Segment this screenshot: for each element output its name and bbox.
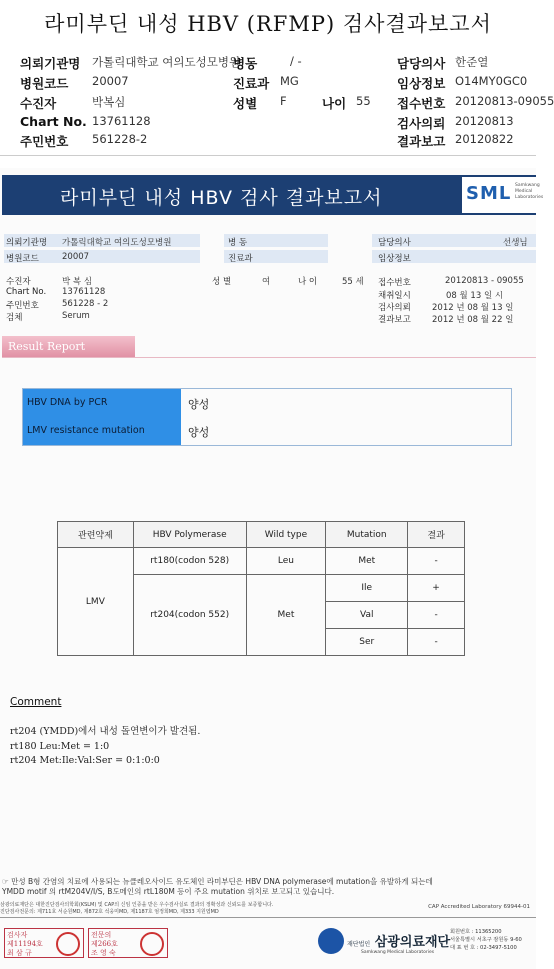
result-cell: + — [408, 575, 465, 602]
site-cell: rt204(codon 552) — [133, 575, 246, 656]
sex-label: 성별 — [233, 96, 258, 111]
header-mutation: Mutation — [326, 522, 408, 548]
report-value: 20120822 — [455, 132, 514, 146]
stamp-number: 제266호 — [91, 940, 118, 948]
result-cell: - — [408, 629, 465, 656]
info-sex-label: 성 별 — [212, 277, 232, 287]
info-specimen-value: Serum — [62, 311, 90, 321]
dept-value: MG — [280, 74, 299, 88]
info-clinical-label: 임상정보 — [378, 254, 411, 264]
hospital-code-value: 20007 — [92, 74, 129, 88]
info-patient-label: 수진자 — [6, 277, 31, 287]
clinical-value: O14MY0GC0 — [455, 74, 528, 88]
stamp-number: 제11194호 — [7, 940, 43, 948]
pcr-value: 양성 — [188, 398, 210, 411]
info-institution-value: 가톨릭대학교 여의도성모병원 — [62, 238, 172, 248]
footer-divider — [0, 917, 536, 918]
foundation-subtitle: Samkwang Medical Laboratories — [361, 950, 435, 955]
hospital-code-label: 병원코드 — [20, 76, 69, 91]
contact-line: 대 표 번 호 : 02-3497-5100 — [450, 945, 517, 951]
contact-line: 서울특별시 서초구 잠원동 9-60 — [450, 937, 522, 943]
comment-title: Comment — [10, 696, 62, 708]
age-label: 나이 — [322, 96, 347, 111]
id-label: 주민번호 — [20, 134, 69, 149]
stamp-text — [91, 931, 118, 958]
info-age-value: 55 세 — [342, 277, 364, 287]
info-chart-value: 13761128 — [62, 287, 106, 297]
comment-line: rt204 Met:Ile:Val:Ser = 0:1:0:0 — [10, 755, 160, 766]
contact-line: 회원번호 : 11365200 — [450, 929, 502, 935]
logo-text: SML — [466, 183, 512, 204]
header-info — [0, 50, 554, 150]
doctor-value: 한준열 — [455, 55, 489, 69]
info-request-value: 2012 년 08 월 13 일 — [432, 303, 514, 313]
mutation-cell: Val — [326, 602, 408, 629]
report-banner — [2, 175, 544, 215]
pcr-label: LMV resistance mutation — [23, 417, 181, 445]
info-ward-label: 병 동 — [228, 238, 248, 248]
clinical-label: 임상정보 — [397, 76, 446, 91]
mutation-cell: Ser — [326, 629, 408, 656]
info-patient-value: 박 복 심 — [62, 277, 93, 287]
info-specimen-label: 검체 — [6, 313, 23, 323]
patient-value: 박복심 — [92, 95, 126, 109]
report-label: 결과보고 — [397, 134, 446, 149]
header-polymerase: HBV Polymerase — [133, 522, 246, 548]
institution-label: 의뢰기관명 — [20, 56, 81, 71]
seal-icon — [140, 932, 164, 956]
banner-title: 라미부딘 내성 HBV 검사 결과보고서 — [60, 187, 383, 209]
logo-subtext: Samkwang Medical Laboratories — [515, 183, 544, 200]
doctor-label: 담당의사 — [397, 56, 446, 71]
request-label: 검사의뢰 — [397, 116, 446, 131]
info-id-label: 주민번호 — [6, 301, 39, 311]
info-doctor-value: 선생님 — [503, 238, 528, 248]
drug-cell: LMV — [58, 548, 134, 656]
wild-type-cell: Met — [246, 575, 326, 656]
sex-value: F — [280, 94, 287, 108]
chart-value: 13761128 — [92, 114, 151, 128]
dept-label: 진료과 — [233, 76, 270, 91]
id-value: 561228-2 — [92, 132, 148, 146]
fine-print-line: 진단검사전문의: 제711호 서순원MD, 제872호 석웅미MD, 제1187호 엄정희MD, 제333 지원엽MD — [0, 908, 219, 915]
footnote-line: YMDD motif 의 rtM204V/I/S, B도메인의 rtL180M 등이 주요 mutation 위치로 보고되고 있습니다. — [2, 887, 335, 896]
pcr-label: HBV DNA by PCR — [23, 389, 181, 417]
pcr-row — [23, 389, 511, 417]
comment-line: rt180 Leu:Met = 1:0 — [10, 740, 110, 752]
table-row — [58, 548, 465, 575]
info-doctor-label: 담당의사 — [378, 238, 411, 248]
header-divider — [0, 155, 536, 156]
footnote-line: ☞ 만성 B형 간염의 치료에 사용되는 뉴클레오사이드 유도체인 라미부딘은 HBV DNA polymerase에 mutation을 유발하게 되는데 — [2, 877, 433, 886]
accreditation: CAP Accredited Laboratory 69944-01 — [428, 904, 530, 910]
patient-label: 수진자 — [20, 96, 57, 111]
info-sex-value: 여 — [262, 277, 271, 287]
page-title: 라미부딘 내성 HBV (RFMP) 검사결과보고서 — [44, 12, 492, 36]
info-age-label: 나 이 — [298, 277, 318, 287]
info-request-label: 검사의뢰 — [378, 303, 411, 313]
foundation-name — [347, 931, 450, 950]
info-collect-value: 08 월 13 일 시 — [446, 291, 504, 301]
result-cell: - — [408, 602, 465, 629]
info-hospital-code-value: 20007 — [62, 252, 90, 262]
ward-value: / - — [290, 54, 302, 68]
pcr-row — [23, 417, 511, 445]
chart-label: Chart No. — [20, 114, 87, 129]
sml-logo — [462, 177, 544, 213]
info-collect-label: 채취일시 — [378, 291, 411, 301]
info-hospital-code-label: 병원코드 — [6, 254, 39, 264]
receipt-label: 접수번호 — [397, 96, 446, 111]
institution-value: 가톨릭대학교 여의도성모병원 — [92, 55, 241, 69]
scanned-report — [0, 168, 544, 969]
mutation-table — [57, 521, 465, 656]
info-receipt-label: 접수번호 — [378, 278, 411, 288]
ward-label: 병동 — [233, 56, 258, 71]
info-institution-label: 의뢰기관명 — [6, 238, 48, 248]
result-report-label: Result Report — [8, 340, 86, 353]
seal-icon — [56, 932, 80, 956]
stamp-role: 전문의 — [91, 931, 112, 939]
result-divider — [2, 357, 536, 358]
stamp-text — [7, 931, 43, 958]
specialist-stamp — [88, 928, 168, 958]
info-result-label: 결과보고 — [378, 315, 411, 325]
foundation-prefix: 재단법인 — [347, 941, 371, 948]
pcr-results — [22, 388, 512, 446]
sml-emblem-icon — [318, 928, 344, 954]
header-drug: 관련약제 — [58, 522, 134, 548]
request-value: 20120813 — [455, 114, 514, 128]
info-dept-label: 진료과 — [228, 254, 253, 264]
info-receipt-value: 20120813 - 09055 — [445, 276, 524, 286]
stamp-role: 검사자 — [7, 931, 28, 939]
result-report-tab — [2, 336, 135, 358]
info-chart-label: Chart No. — [6, 287, 47, 297]
wild-type-cell: Leu — [246, 548, 326, 575]
comment-body — [10, 725, 200, 769]
header-result: 결과 — [408, 522, 465, 548]
receipt-value: 20120813-09055 — [455, 94, 554, 108]
stamp-name: 최 삼 규 — [7, 949, 32, 957]
mutation-cell: Ile — [326, 575, 408, 602]
info-result-value: 2012 년 08 월 22 일 — [432, 315, 514, 325]
site-cell: rt180(codon 528) — [133, 548, 246, 575]
info-id-value: 561228 - 2 — [62, 299, 109, 309]
comment-line: rt204 (YMDD)에서 내성 돌연변이가 발견됨. — [10, 726, 201, 737]
header-wild-type: Wild type — [246, 522, 326, 548]
table-header-row — [58, 522, 465, 548]
pcr-value: 양성 — [188, 426, 210, 439]
tester-stamp — [4, 928, 84, 958]
stamp-name: 조 영 숙 — [91, 949, 116, 957]
age-value: 55 — [356, 94, 371, 108]
fine-print-line: 삼광의료재단은 대한진단검사의학회(KSLM) 및 CAP의 신임 인증을 받은 우수검사실로 결과의 정확성과 신뢰도를 보증합니다. — [0, 902, 274, 908]
mutation-cell: Met — [326, 548, 408, 575]
foundation-contact — [450, 928, 522, 952]
foundation-title: 삼광의료재단 — [374, 935, 451, 950]
result-cell: - — [408, 548, 465, 575]
